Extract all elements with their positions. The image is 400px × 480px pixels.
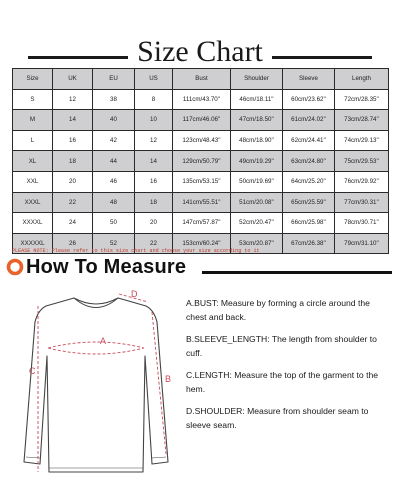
label-c: C — [29, 366, 36, 376]
table-row — [13, 130, 389, 151]
table-cell: 73cm/28.74'' — [335, 110, 389, 131]
table-cell: 10 — [135, 110, 173, 131]
table-cell: 12 — [135, 130, 173, 151]
label-b: B — [165, 374, 172, 384]
table-cell: 20 — [53, 171, 93, 192]
how-to-measure-title: How To Measure — [26, 256, 187, 278]
table-cell: 16 — [135, 171, 173, 192]
column-header: Bust — [173, 69, 231, 90]
table-cell: 8 — [135, 89, 173, 110]
label-d: D — [131, 289, 138, 299]
size-label-cell: XXXL — [13, 192, 53, 213]
label-a: A — [100, 336, 107, 346]
table-cell: 60cm/23.62'' — [283, 89, 335, 110]
table-cell: 77cm/30.31'' — [335, 192, 389, 213]
how-to-measure-header — [6, 256, 394, 280]
orange-ring-icon — [6, 258, 24, 276]
table-cell: 46 — [93, 171, 135, 192]
measure-desc-bust: A.BUST: Measure by forming a circle around the chest and back. — [186, 298, 370, 322]
size-note: PLEASE NOTE: Please refer to this size chart and choose your size according to it — [12, 248, 260, 254]
title-divider-left — [28, 56, 128, 59]
measure-desc-sleeve: B.SLEEVE_LENGTH: The length from shoulder to cuff. — [186, 334, 377, 358]
size-label-cell: L — [13, 130, 53, 151]
table-cell: 18 — [135, 192, 173, 213]
table-cell: 12 — [53, 89, 93, 110]
table-cell: 67cm/26.38'' — [283, 233, 335, 254]
shirt-outline-icon — [24, 298, 168, 472]
table-cell: 26 — [53, 233, 93, 254]
table-cell: 78cm/30.71'' — [335, 213, 389, 234]
table-cell: 52 — [93, 233, 135, 254]
table-cell: 61cm/24.02'' — [283, 110, 335, 131]
table-cell: 65cm/25.59'' — [283, 192, 335, 213]
table-cell: 50 — [93, 213, 135, 234]
size-table-body — [13, 89, 389, 254]
table-row — [13, 171, 389, 192]
table-cell: 48cm/18.90'' — [231, 130, 283, 151]
size-chart-header — [0, 30, 400, 72]
table-cell: 135cm/53.15'' — [173, 171, 231, 192]
column-header: US — [135, 69, 173, 90]
size-label-cell: XL — [13, 151, 53, 172]
size-chart-table — [12, 68, 389, 254]
table-cell: 117cm/46.06'' — [173, 110, 231, 131]
table-cell: 129cm/50.79'' — [173, 151, 231, 172]
column-header: EU — [93, 69, 135, 90]
table-row — [13, 213, 389, 234]
table-cell: 153cm/60.24'' — [173, 233, 231, 254]
table-cell: 48 — [93, 192, 135, 213]
column-header: Size — [13, 69, 53, 90]
table-cell: 147cm/57.87'' — [173, 213, 231, 234]
table-cell: 46cm/18.11'' — [231, 89, 283, 110]
table-cell: 111cm/43.70'' — [173, 89, 231, 110]
table-cell: 16 — [53, 130, 93, 151]
table-cell: 14 — [53, 110, 93, 131]
size-label-cell: M — [13, 110, 53, 131]
table-cell: 123cm/48.43'' — [173, 130, 231, 151]
table-cell: 75cm/29.53'' — [335, 151, 389, 172]
size-label-cell: XXXXXL — [13, 233, 53, 254]
table-row — [13, 192, 389, 213]
table-cell: 24 — [53, 213, 93, 234]
table-cell: 20 — [135, 213, 173, 234]
table-row — [13, 89, 389, 110]
table-cell: 22 — [135, 233, 173, 254]
table-cell: 18 — [53, 151, 93, 172]
table-cell: 53cm/20.87'' — [231, 233, 283, 254]
table-cell: 52cm/20.47'' — [231, 213, 283, 234]
table-cell: 50cm/19.69'' — [231, 171, 283, 192]
table-cell: 38 — [93, 89, 135, 110]
measure-desc-shoulder: D.SHOULDER: Measure from shoulder seam to sleeve seam. — [186, 406, 369, 430]
table-cell: 79cm/31.10'' — [335, 233, 389, 254]
table-cell: 51cm/20.08'' — [231, 192, 283, 213]
table-cell: 14 — [135, 151, 173, 172]
size-label-cell: XXL — [13, 171, 53, 192]
measure-desc-length: C.LENGTH: Measure the top of the garment to the hem. — [186, 370, 379, 394]
table-row — [13, 151, 389, 172]
table-header-row — [13, 69, 389, 90]
table-cell: 64cm/25.20'' — [283, 171, 335, 192]
table-row — [13, 110, 389, 131]
table-cell: 74cm/29.13'' — [335, 130, 389, 151]
column-header: Length — [335, 69, 389, 90]
size-label-cell: S — [13, 89, 53, 110]
size-label-cell: XXXXL — [13, 213, 53, 234]
table-cell: 40 — [93, 110, 135, 131]
table-cell: 76cm/29.92'' — [335, 171, 389, 192]
column-header: Sleeve — [283, 69, 335, 90]
table-cell: 42 — [93, 130, 135, 151]
table-cell: 62cm/24.41'' — [283, 130, 335, 151]
table-cell: 44 — [93, 151, 135, 172]
table-cell: 66cm/25.98'' — [283, 213, 335, 234]
table-cell: 63cm/24.80'' — [283, 151, 335, 172]
title-divider-right — [272, 56, 372, 59]
column-header: UK — [53, 69, 93, 90]
table-cell: 49cm/19.29'' — [231, 151, 283, 172]
column-header: Shoulder — [231, 69, 283, 90]
shirt-measure-diagram — [12, 286, 180, 480]
table-cell: 141cm/55.51'' — [173, 192, 231, 213]
table-cell: 72cm/28.35'' — [335, 89, 389, 110]
how-to-measure-divider — [202, 271, 392, 274]
size-chart-title: Size Chart — [137, 35, 263, 68]
table-cell: 22 — [53, 192, 93, 213]
table-cell: 47cm/18.50'' — [231, 110, 283, 131]
